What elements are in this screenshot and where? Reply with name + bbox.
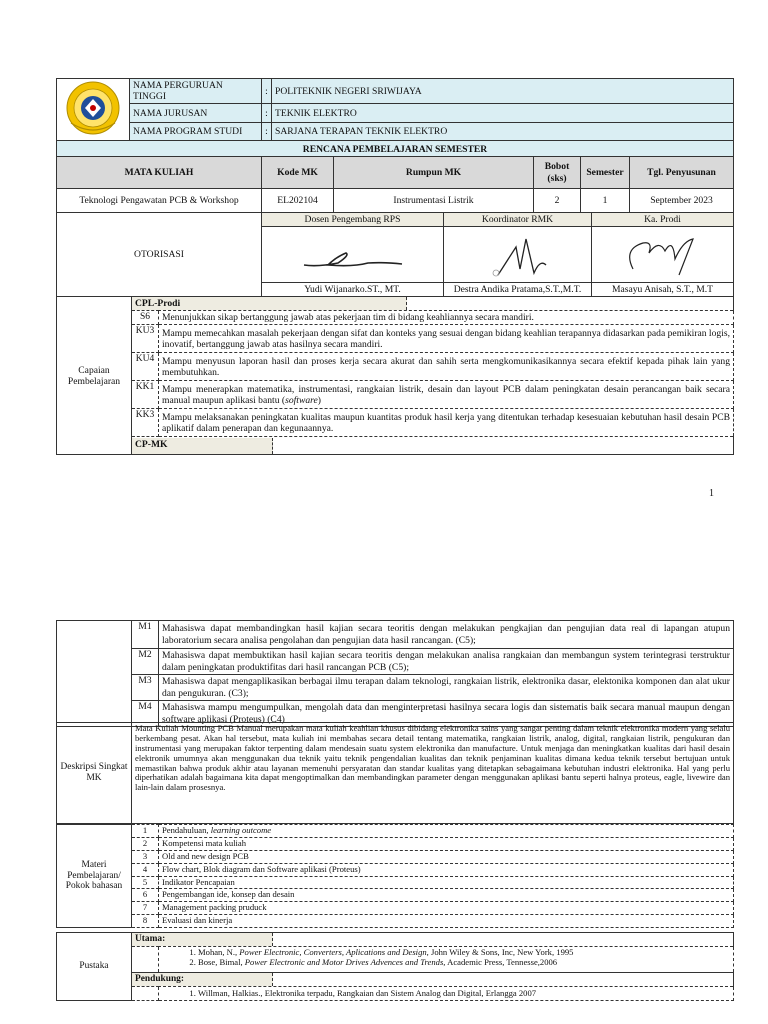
- col-header: Semester: [581, 157, 630, 189]
- utama-list: [162, 948, 730, 968]
- cpl-code: KK1: [132, 381, 159, 409]
- cpl-text: Mampu melaksanakan peningkatan kualitas maupun kuantitas produk hasil kerja yang ditentukan terhadap kesesuaian kebutuhan hasil desain PCB aplikatif dalam penerapan dan kegunaannya.: [159, 409, 734, 437]
- utama-heading: Utama:: [132, 933, 273, 946]
- col-header: Kode MK: [262, 157, 334, 189]
- pendukung-row: [132, 973, 734, 987]
- course-credits: 2: [534, 189, 581, 213]
- materi-no: 3: [132, 850, 159, 863]
- materi-no: 8: [132, 915, 159, 928]
- materi-text: Kompetensi mata kuliah: [159, 837, 734, 850]
- pustaka-table: [56, 932, 734, 1001]
- ref-publisher: , Academic Press, Tennesse,2006: [443, 956, 558, 967]
- cpl-text: Menunjukkan sikap bertanggung jawab atas pekerjaan tim di bidang keahliannya secara mandiri.: [159, 311, 734, 325]
- cpmk-table: [56, 620, 734, 727]
- reference-item: [198, 958, 730, 968]
- ref-publisher: , John Wiley & Sons, Inc, New York, 1995: [426, 947, 574, 957]
- materi-text: Pengembangan ide, konsep dan desain: [159, 889, 734, 902]
- signature-icon: [613, 229, 713, 281]
- signature-koordinator: [444, 227, 592, 283]
- course-semester: 1: [581, 189, 630, 213]
- pendukung-list-cell: [159, 987, 734, 1001]
- materi-italic: learning outcome: [210, 825, 272, 835]
- col-header: Tgl. Penyusunan: [630, 157, 734, 189]
- cpmk-code: M2: [132, 649, 159, 675]
- col-header: Bobot (sks): [534, 157, 581, 189]
- cpmk-code: M1: [132, 621, 159, 649]
- cpl-text: Mampu menyusun laporan hasil dan proses kerja secara akurat dan sahih serta mengkomunikasikannya secara efektif kepada pihak lain yang membutuhkan.: [159, 353, 734, 381]
- cpmk-code: M3: [132, 675, 159, 701]
- cpmk-heading: [132, 437, 734, 455]
- header-value: TEKNIK ELEKTRO: [272, 104, 734, 122]
- materi-text: Old and new design PCB: [159, 850, 734, 863]
- header-label: NAMA JURUSAN: [130, 104, 262, 122]
- ref-author: Bose, Bimal,: [198, 956, 245, 967]
- materi-text: Flow chart, Blok diagram dan Software aplikasi (Proteus): [159, 863, 734, 876]
- ref-title: Power Electronic and Motor Drives Advences and Trends: [244, 956, 444, 967]
- col-header: MATA KULIAH: [57, 157, 262, 189]
- deskripsi-text: Mata Kuliah Mounting PCB Manual merupakan mata kuliah keahlian khusus dibidang elektronika sains yang sangat penting dalam teknik elektronika modern yang selalu berkembang pesat. Akan hal tersebut, mata kuliah ini membahas secara detail tentang matematika, rangkaian listrik, analog, digital, rangkaian listrik, pengukuran dan instrumentasi yang merupakan faktor terpenting dalam mendesain suatu system elektronika dan manufacture. Untuk menjaga dan meningkatkan kualitas dari hasil desain elektronik umumnya akan menggunakan dua teknik yaitu teknik pengendalian kualitas dan teknik penjaminan kualitas dimana kedua teknik tersebut bertujuan untuk memastikan bahwa produk akhir atau layanan memenuhi persyaratan dan standar kualitas yang ditetapkan sebagaimana kebutuhan industri elektronika. Hal yang perlu diperhatikan adalah bagaimana kita dapat mengoptimalkan dan membandingkan parameter dengan menggunakan aplikasi bantu seperti halnya proteus, eagle, livewire dan lain-lain dalam prosesnya.: [132, 723, 734, 824]
- materi-table: [56, 824, 734, 928]
- capaian-table: [56, 296, 734, 455]
- materi-no: 7: [132, 902, 159, 915]
- role-label: Dosen Pengembang RPS: [262, 213, 444, 227]
- course-cluster: Instrumentasi Listrik: [334, 189, 534, 213]
- capaian-label: Capaian Pembelajaran: [57, 297, 132, 455]
- header-value: POLITEKNIK NEGERI SRIWIJAYA: [272, 79, 734, 104]
- cpmk-text: Mahasiswa dapat membandingkan hasil kajian secara teoritis dengan melakukan pengkajian dan pengujian data real di lapangan atupun laboratorium secara analisa pengolahan dan pengujian data hasil rancangan. (C5);: [159, 621, 734, 649]
- materi-no: 4: [132, 863, 159, 876]
- cpmk-text: Mahasiswa mampu mengumpulkan, mengolah data dan menginterpretasi hasilnya secara logis dan sistematis baik secara manual maupun dengan software aplikasi (Proteus) (C4): [159, 701, 734, 727]
- deskripsi-table: [56, 722, 734, 824]
- cpl-code: S6: [132, 311, 159, 325]
- signer-name: Destra Andika Pratama,S.T.,M.T.: [444, 283, 592, 297]
- cpl-heading: [132, 297, 734, 311]
- reference-item: [198, 989, 730, 999]
- role-label: Ka. Prodi: [592, 213, 734, 227]
- header-value: SARJANA TERAPAN TEKNIK ELEKTRO: [272, 122, 734, 140]
- signature-dosen: [262, 227, 444, 283]
- course-code: EL202104: [262, 189, 334, 213]
- cpmk-text: Mahasiswa dapat mengaplikasikan berbagai ilmu terapan dalam teknologi, rangkaian listrik, elektronika dasar, elektonika komponen dan alat ukur dan pengukuran. (C3);: [159, 675, 734, 701]
- cpmk-text: Mahasiswa dapat membuktikan hasil kajian secara teoritis dengan melakukan analisa rangkaian dan membangun system terintegrasi terstruktur dalam peningkatan produktifitas dari hasil rancangan PCB (C5);: [159, 649, 734, 675]
- materi-text: Management packing pruduck: [159, 902, 734, 915]
- signer-name: Yudi Wijanarko.ST., MT.: [262, 283, 444, 297]
- ref-full: Willman, Halkias., Elektronika terpadu, Rangkaian dan Sistem Analog dan Digital, Erlangga 2007: [198, 987, 537, 998]
- utama-spacer: [132, 947, 159, 973]
- cpl-text: Mampu menerapkan matematika, instrumentasi, rangkaian listrik, desain dan layout PCB dalam peningkatan desain perancangan baik secara manual maupun aplikasi bantu (software): [159, 381, 734, 409]
- materi-label: Materi Pembelajaran/ Pokok bahasan: [57, 825, 132, 928]
- cpl-code: KU3: [132, 325, 159, 353]
- role-label: Koordinator RMK: [444, 213, 592, 227]
- cpl-code: KU4: [132, 353, 159, 381]
- pendukung-list: [162, 989, 730, 999]
- cpmk-left-cell: [57, 621, 132, 727]
- materi-text: Evaluasi dan kinerja: [159, 915, 734, 928]
- cpl-heading-text: CPL-Prodi: [132, 297, 407, 310]
- cpl-text: Mampu memecahkan masalah pekerjaan dengan sifat dan konteks yang sesuai dengan bidang keahlian terapannya didasarkan pada pemikiran logis, inovatif, bertanggung jawab atas hasilnya secara mandiri.: [159, 325, 734, 353]
- pendukung-spacer: [132, 987, 159, 1001]
- header-table: [56, 78, 734, 159]
- header-label: NAMA PERGURUAN TINGGI: [130, 79, 262, 104]
- course-date: September 2023: [630, 189, 734, 213]
- materi-text: Indikator Pencapaian: [159, 876, 734, 889]
- pendukung-heading: Pendukung:: [132, 973, 273, 986]
- materi-no: 1: [132, 825, 159, 838]
- cpmk-heading-text: CP-MK: [132, 438, 273, 454]
- document-title: RENCANA PEMBELAJARAN SEMESTER: [57, 141, 734, 159]
- signature-kaprodi: [592, 227, 734, 283]
- header-sep: :: [262, 122, 272, 140]
- polsri-logo-icon: [63, 79, 123, 137]
- materi-no: 2: [132, 837, 159, 850]
- otorisasi-table: [56, 212, 734, 297]
- materi-text: Pendahuluan,: [162, 825, 211, 835]
- col-header: Rumpun MK: [334, 157, 534, 189]
- header-sep: :: [262, 104, 272, 122]
- institution-logo: [57, 79, 130, 141]
- otorisasi-label: OTORISASI: [57, 213, 262, 297]
- signer-name: Masayu Anisah, S.T., M.T: [592, 283, 734, 297]
- ref-title: Power Electronic, Converters, Aplications and Design: [239, 947, 427, 957]
- utama-list-cell: [159, 947, 734, 973]
- signature-icon: [468, 229, 568, 281]
- materi-item: [159, 825, 734, 838]
- utama-row: [132, 933, 734, 947]
- pustaka-label: Pustaka: [57, 933, 132, 1001]
- course-name: Teknologi Pengawatan PCB & Workshop: [57, 189, 262, 213]
- cpmk-code: M4: [132, 701, 159, 727]
- cpl-code: KK3: [132, 409, 159, 437]
- ref-author: Mohan, N.,: [198, 947, 240, 957]
- course-table: [56, 156, 734, 213]
- deskripsi-label: Deskripsi Singkat MK: [57, 723, 132, 824]
- materi-no: 6: [132, 889, 159, 902]
- header-sep: :: [262, 79, 272, 104]
- signature-icon: [298, 233, 408, 277]
- materi-no: 5: [132, 876, 159, 889]
- header-label: NAMA PROGRAM STUDI: [130, 122, 262, 140]
- page-number: 1: [709, 488, 714, 499]
